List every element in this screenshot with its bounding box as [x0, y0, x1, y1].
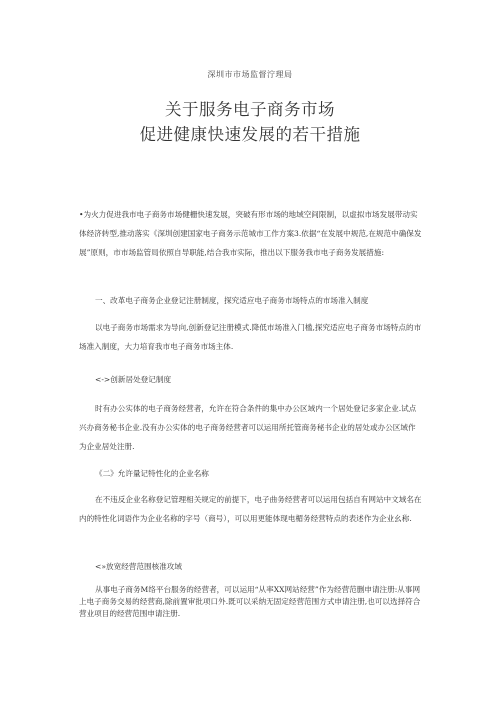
subsection-2-body: 在不违反企业名称登记管理相关规定的前提下，电子曲务经营者可以运用包括自有网站中文域名在内的特性化词语作为企业名称的字号（商号），可以用更能体现电楣务经营特点的表述作为企业幺称.	[79, 495, 422, 523]
subsection-3-heading: <»放宽经营范围核准攻域	[95, 562, 182, 571]
section-1-heading: 一、改革电子商务企业登记注册制度，探究适应电子商务市场特点的市场准入制度	[95, 296, 369, 305]
subsection-1-heading: <->创新居处登记制度	[95, 375, 172, 384]
subsection-2-heading: 《二》允许量记特性化的企业名称	[95, 469, 209, 478]
issuer-name: 深圳市市场监督泞理局	[207, 70, 293, 79]
title-line-2: 促进健康快速发展的若干措施	[139, 125, 361, 144]
subsection-1-body: 时有办公实体的电子商务经营者，允许在符合条件的集中办公区域内一个居处登记多家企业.试点兴办商务秘书企业.没有办公实体的电子商务经营者可以运用所托管商务秘书企业的居处或办公区域作为企业居处注册.	[79, 404, 417, 451]
subsection-3-body: 从事电子商务M络平台服务的经营者，可以运用“从率XX网站经营”作为经营范删申请注册:从事网上电子商务交易的经营商,除前置审批项口外.既可以采纳无固定经营范围方式申请注册,也可以选择符合营业项目的经营范围申请注册.	[79, 585, 421, 618]
intro-paragraph: •为火力促进我市电子商务市场健栅快速发展，突破有形市场的地域空间限制，以虚拟市场发展带动实体经济转型,推动落实《深圳创建国家电子商务示范城市工作方案3.依据“在发展中规范,在规范中确保发展”原则，市市场监管局依照自导职能,结合我市实际，推出以下服务我市电子商务发展措施:	[79, 210, 422, 257]
title-line-1: 关于服务电子商务市场	[165, 100, 335, 119]
section-1-body: 以电子商务市场需求为导向,创新登记注册模式.降低市场准入门槛,探究适应电子商务市场特点的市场准入制度，大力培育我市电子商务市场主体.	[79, 323, 422, 351]
